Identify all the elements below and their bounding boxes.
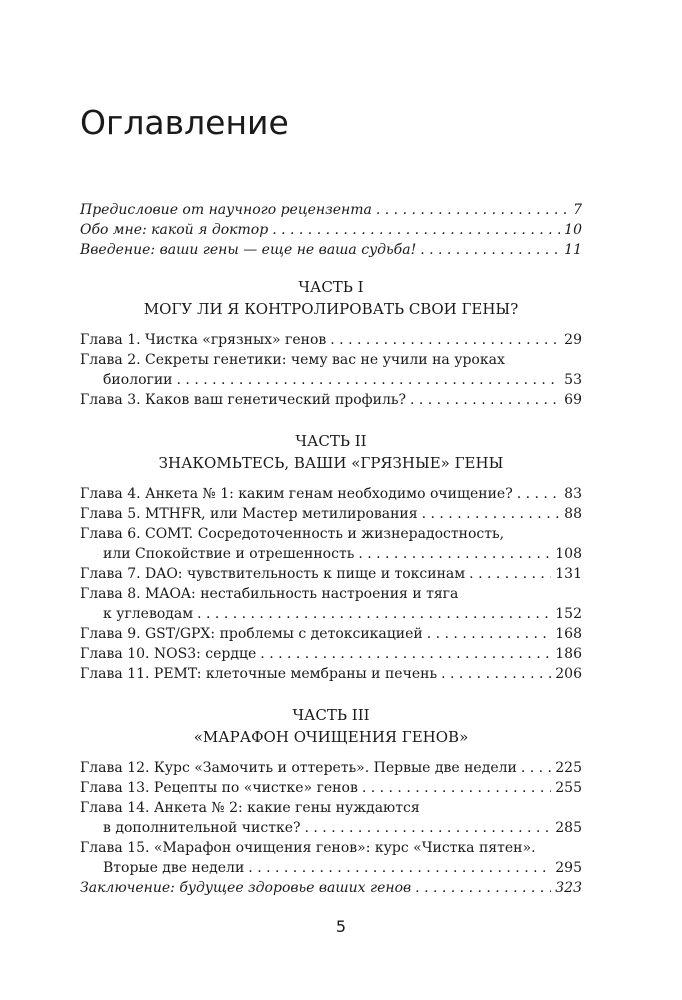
toc-entry-page: 206: [555, 666, 582, 682]
part-heading: [80, 276, 582, 320]
part-heading: [80, 704, 582, 748]
part-title: МОГУ ЛИ Я КОНТРОЛИРОВАТЬ СВОИ ГЕНЫ?: [143, 300, 519, 318]
toc-entry-title: Глава 5. MTHFR, или Мастер метилирования: [80, 506, 418, 522]
toc-entry-page: 285: [555, 820, 582, 836]
toc-entry-title: Глава 7. DAO: чувствительность к пище и токсинам: [80, 566, 466, 582]
toc-entry-title: Глава 3. Каков ваш генетический профиль?: [80, 392, 406, 408]
dot-leader: [362, 778, 551, 798]
dot-leader: [197, 604, 551, 624]
toc-entry-chapter-14[interactable]: [80, 798, 582, 838]
toc-entry-title-continued: или Спокойствие и отрешенность: [103, 546, 355, 562]
toc-entry-title: Глава 1. Чистка «грязных» генов: [80, 332, 327, 348]
table-of-contents: [80, 200, 582, 898]
toc-entry-title: Глава 6. COMT. Сосредоточенность и жизнерадостность,: [80, 526, 505, 542]
toc-entry-page: 11: [564, 242, 582, 258]
toc-entry-chapter-9[interactable]: [80, 624, 582, 644]
part-title: «МАРАФОН ОЧИЩЕНИЯ ГЕНОВ»: [193, 728, 469, 746]
dot-leader: [177, 370, 561, 390]
dot-leader: [420, 240, 560, 260]
toc-entry-page: 295: [555, 860, 582, 876]
toc-entry-page: 225: [555, 760, 582, 776]
part-number: ЧАСТЬ III: [292, 706, 370, 724]
toc-entry-chapter-1[interactable]: [80, 330, 582, 350]
toc-entry-about[interactable]: [80, 220, 582, 240]
toc-entry-page: 131: [555, 566, 582, 582]
toc-entry-title: Глава 13. Рецепты по «чистке» генов: [80, 780, 358, 796]
toc-entry-page: 10: [564, 222, 582, 238]
toc-entry-page: 108: [555, 546, 582, 562]
dot-leader: [410, 390, 560, 410]
dot-leader: [248, 858, 551, 878]
toc-entry-title: Глава 12. Курс «Замочить и оттереть». Первые две недели: [80, 760, 517, 776]
toc-entry-conclusion[interactable]: [80, 878, 582, 898]
toc-entry-page: 88: [564, 506, 582, 522]
toc-entry-title: Глава 9. GST/GPX: проблемы с детоксикацией: [80, 626, 423, 642]
toc-entry-title: Глава 14. Анкета № 2: какие гены нуждаются: [80, 800, 420, 816]
toc-entry-page: 323: [555, 880, 582, 896]
toc-entry-page: 152: [555, 606, 582, 622]
toc-entry-chapter-5[interactable]: [80, 504, 582, 524]
dot-leader: [260, 644, 551, 664]
dot-leader: [330, 330, 560, 350]
toc-entry-title-continued: биологии: [103, 372, 173, 388]
toc-entry-page: 53: [564, 372, 582, 388]
toc-entry-chapter-10[interactable]: [80, 644, 582, 664]
toc-entry-page: 186: [555, 646, 582, 662]
toc-entry-title-continued: Вторые две недели: [103, 860, 245, 876]
page-number: 5: [335, 917, 347, 936]
toc-entry-chapter-3[interactable]: [80, 390, 582, 410]
toc-entry-title: Заключение: будущее здоровье ваших генов: [80, 880, 412, 896]
toc-entry-page: 168: [555, 626, 582, 642]
toc-entry-chapter-6[interactable]: [80, 524, 582, 564]
part-number: ЧАСТЬ I: [298, 278, 364, 296]
page-title: Оглавление: [80, 103, 289, 142]
toc-entry-title: Глава 15. «Марафон очищения генов»: курс «Чистка пятен».: [80, 840, 536, 856]
dot-leader: [521, 758, 551, 778]
toc-entry-page: 83: [564, 486, 582, 502]
dot-leader: [305, 818, 552, 838]
dot-leader: [469, 564, 551, 584]
toc-entry-page: 69: [564, 392, 582, 408]
toc-entry-title: Обо мне: какой я доктор: [80, 222, 269, 238]
toc-entry-title: Глава 11. PEMT: клеточные мембраны и печень: [80, 666, 438, 682]
toc-entry-title-continued: к углеводам: [103, 606, 194, 622]
toc-entry-title: Глава 8. MAOA: нестабильность настроения и тяга: [80, 586, 459, 602]
dot-leader: [427, 624, 552, 644]
toc-entry-chapter-13[interactable]: [80, 778, 582, 798]
toc-entry-page: 255: [555, 780, 582, 796]
toc-entry-chapter-2[interactable]: [80, 350, 582, 390]
toc-entry-chapter-12[interactable]: [80, 758, 582, 778]
dot-leader: [272, 220, 560, 240]
toc-entry-title: Введение: ваши гены — еще не ваша судьба!: [80, 242, 417, 258]
toc-entry-title-continued: в дополнительной чистке?: [103, 820, 301, 836]
toc-entry-title: Глава 10. NOS3: сердце: [80, 646, 257, 662]
toc-entry-chapter-15[interactable]: [80, 838, 582, 878]
part-number: ЧАСТЬ II: [295, 432, 367, 450]
part-heading: [80, 430, 582, 474]
toc-entry-chapter-4[interactable]: [80, 484, 582, 504]
dot-leader: [376, 200, 568, 220]
part-title: ЗНАКОМЬТЕСЬ, ВАШИ «ГРЯЗНЫЕ» ГЕНЫ: [158, 454, 504, 472]
toc-entry-introduction[interactable]: [80, 240, 582, 260]
toc-entry-title: Предисловие от научного рецензента: [80, 202, 372, 218]
toc-entry-title: Глава 2. Секреты генетики: чему вас не учили на уроках: [80, 352, 505, 368]
toc-entry-page: 7: [573, 202, 582, 218]
toc-entry-chapter-8[interactable]: [80, 584, 582, 624]
toc-entry-chapter-7[interactable]: [80, 564, 582, 584]
toc-entry-page: 29: [564, 332, 582, 348]
dot-leader: [441, 664, 551, 684]
dot-leader: [422, 504, 561, 524]
toc-entry-title: Глава 4. Анкета № 1: каким генам необходимо очищение?: [80, 486, 513, 502]
dot-leader: [415, 878, 551, 898]
toc-entry-preface[interactable]: [80, 200, 582, 220]
toc-entry-chapter-11[interactable]: [80, 664, 582, 684]
dot-leader: [358, 544, 551, 564]
dot-leader: [517, 484, 560, 504]
